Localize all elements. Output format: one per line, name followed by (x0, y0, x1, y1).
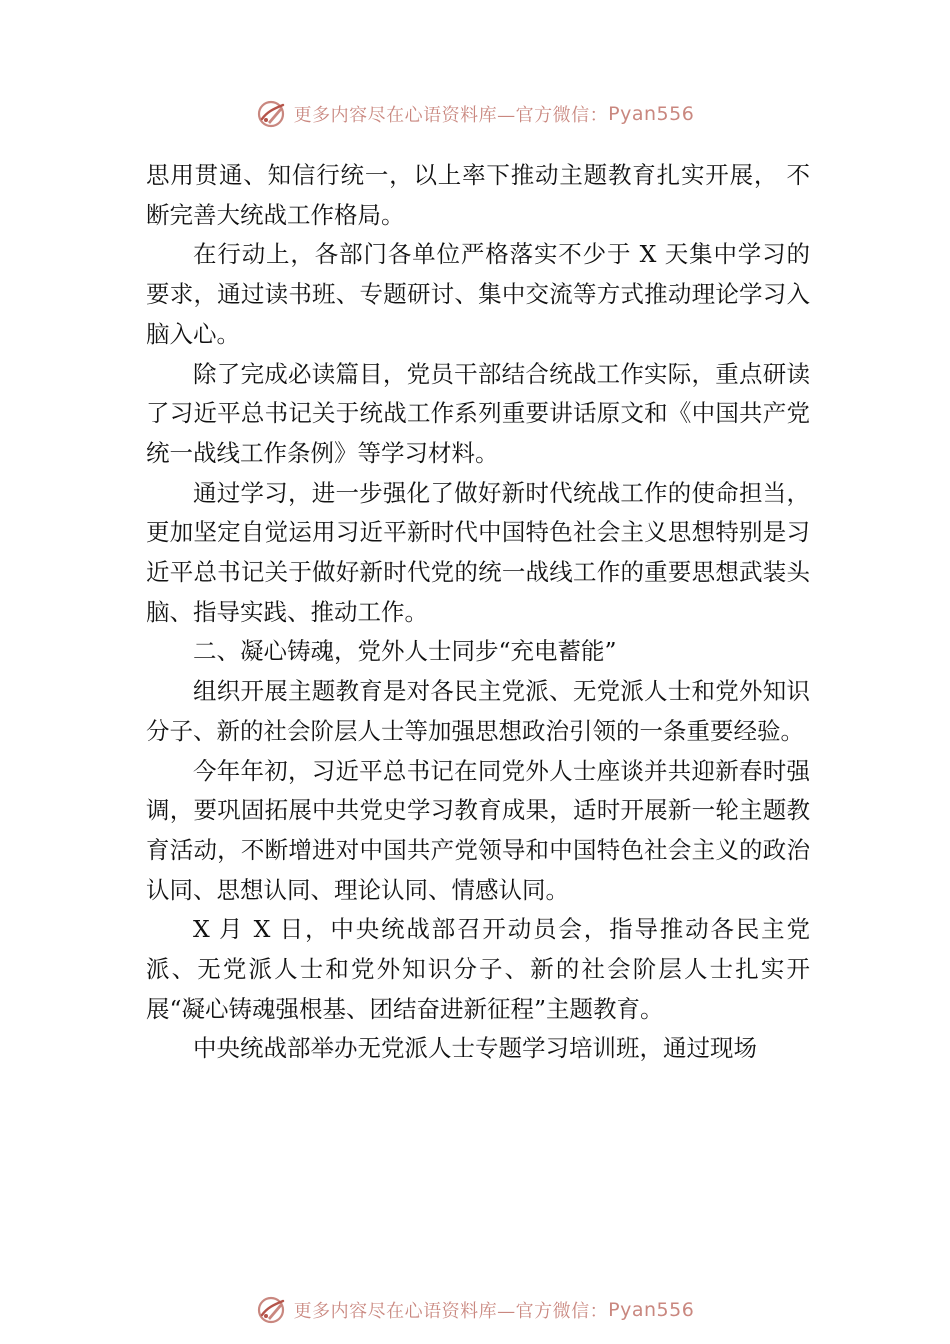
paragraph-4: 通过学习，进一步强化了做好新时代统战工作的使命担当，更加坚定自觉运用习近平新时代中国特色社会主义思想特别是习近平总书记关于做好新时代党的统一战线工作的重要思想武装头脑、指导实践、推动工作。 (146, 478, 810, 626)
paragraph-2: 在行动上，各部门各单位严格落实不少于 X 天集中学习的要求，通过读书班、专题研讨、集中交流等方式推动理论学习入脑入心。 (146, 240, 810, 348)
paragraph-6: 组织开展主题教育是对各民主党派、无党派人士和党外知识分子、新的社会阶层人士等加强思想政治引领的一条重要经验。 (146, 677, 810, 745)
header-watermark-banner (0, 96, 950, 132)
paragraph-7: 今年年初，习近平总书记在同党外人士座谈并共迎新春时强调，要巩固拓展中共党史学习教育成果，适时开展新一轮主题教育活动，不断增进对中国共产党领导和中国特色社会主义的政治认同、思想认同、理论认同、情感认同。 (146, 756, 810, 904)
banner-text: 更多内容尽在心语资料库—官方微信： (293, 1301, 609, 1322)
paragraph-1: 思用贯通、知信行统一，以上率下推动主题教育扎实开展， 不断完善大统战工作格局。 (146, 161, 810, 229)
pen-ribbon-logo-icon (256, 98, 288, 130)
banner-wechat-id: Pyan556 (608, 103, 695, 125)
paragraph-9: 中央统战部举办无党派人士专题学习培训班，通过现场 (193, 1034, 757, 1063)
section-heading: 二、凝心铸魂，党外人士同步“充电蓄能” (193, 637, 617, 666)
banner-wechat-id: Pyan556 (608, 1299, 695, 1321)
footer-watermark-banner (0, 1292, 950, 1328)
paragraph-3: 除了完成必读篇目，党员干部结合统战工作实际，重点研读了习近平总书记关于统战工作系列重要讲话原文和《中国共产党统一战线工作条例》等学习材料。 (146, 359, 810, 467)
document-body (146, 156, 810, 1069)
pen-ribbon-logo-icon (256, 1294, 288, 1326)
paragraph-8: X 月 X 日，中央统战部召开动员会，指导推动各民主党派、无党派人士和党外知识分子、新的社会阶层人士扎实开展“凝心铸魂强根基、团结奋进新征程”主题教育。 (146, 915, 810, 1023)
banner-text: 更多内容尽在心语资料库—官方微信： (293, 105, 609, 126)
